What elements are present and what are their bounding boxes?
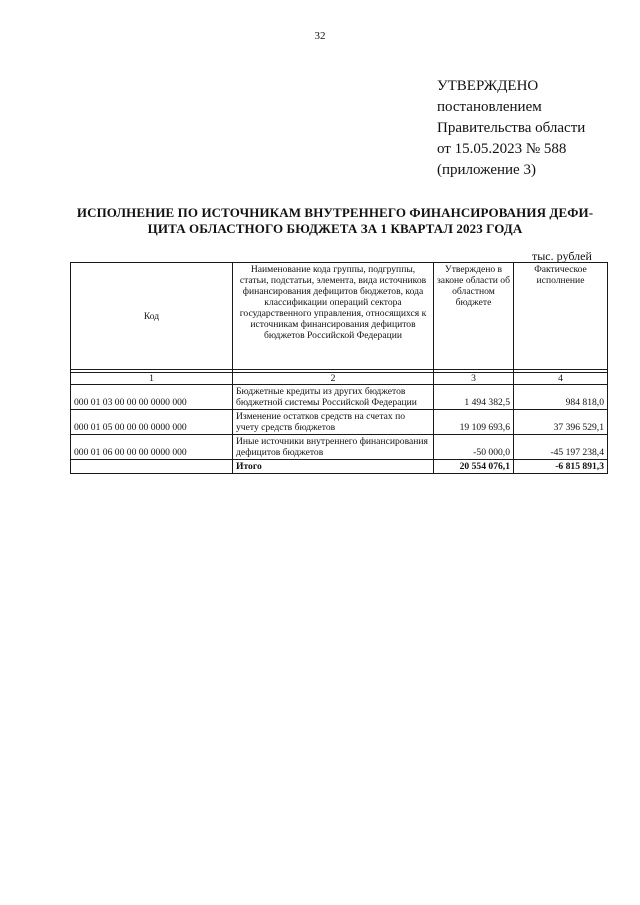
row-approved: 1 494 382,5: [434, 385, 514, 410]
total-actual: -6 815 891,3: [514, 460, 608, 474]
financing-sources-table: [70, 262, 608, 474]
table-row: [71, 435, 608, 460]
total-label: Итого: [233, 460, 434, 474]
row-actual: 984 818,0: [514, 385, 608, 410]
approval-line-resolution: постановлением: [437, 99, 542, 115]
row-code: 000 01 03 00 00 00 0000 000: [71, 385, 233, 410]
table-row: [71, 410, 608, 435]
document-title-line-2: ЦИТА ОБЛАСТНОГО БЮДЖЕТА ЗА 1 КВАРТАЛ 2023 ГОДА: [147, 221, 523, 236]
approval-line-government: Правительства области: [437, 120, 586, 136]
column-number: 2: [233, 373, 434, 385]
document-title-line-1: ИСПОЛНЕНИЕ ПО ИСТОЧНИКАМ ВНУТРЕННЕГО ФИНАНСИРОВАНИЯ ДЕФИ-: [76, 205, 594, 220]
row-actual: 37 396 529,1: [514, 410, 608, 435]
header-approved: Утверждено в законе области об областном бюджете: [434, 263, 514, 370]
column-number: 1: [71, 373, 233, 385]
row-actual: -45 197 238,4: [514, 435, 608, 460]
approval-line-date-number: от 15.05.2023 № 588: [437, 141, 567, 157]
header-name: Наименование кода группы, подгруппы, статьи, подстатьи, элемента, вида источников финансирования дефицитов бюджетов, кода классификации операций сектора государственного управления, относящихся к источникам финансирования дефицитов бюджетов Российской Федерации: [233, 263, 434, 370]
table-row: [71, 385, 608, 410]
approval-stamp: [437, 76, 585, 181]
row-approved: 19 109 693,6: [434, 410, 514, 435]
approval-line-approved: УТВЕРЖДЕНО: [437, 78, 539, 94]
row-name: Иные источники внутреннего финансирования дефицитов бюджетов: [233, 435, 434, 460]
column-number: 4: [514, 373, 608, 385]
column-number-row: [71, 373, 608, 385]
header-actual: Фактическое исполнение: [514, 263, 608, 370]
row-approved: -50 000,0: [434, 435, 514, 460]
row-code: 000 01 05 00 00 00 0000 000: [71, 410, 233, 435]
table-header-row: [71, 263, 608, 370]
total-approved: 20 554 076,1: [434, 460, 514, 474]
row-name: Бюджетные кредиты из других бюджетов бюджетной системы Российской Федерации: [233, 385, 434, 410]
total-row: [71, 460, 608, 474]
row-name: Изменение остатков средств на счетах по учету средств бюджетов: [233, 410, 434, 435]
total-code: [71, 460, 233, 474]
units-label: тыс. рублей: [532, 249, 592, 263]
approval-line-appendix: (приложение 3): [437, 162, 536, 178]
document-title: [60, 205, 610, 237]
row-code: 000 01 06 00 00 00 0000 000: [71, 435, 233, 460]
column-number: 3: [434, 373, 514, 385]
header-code: Код: [71, 263, 233, 370]
page-number: 32: [314, 30, 326, 42]
